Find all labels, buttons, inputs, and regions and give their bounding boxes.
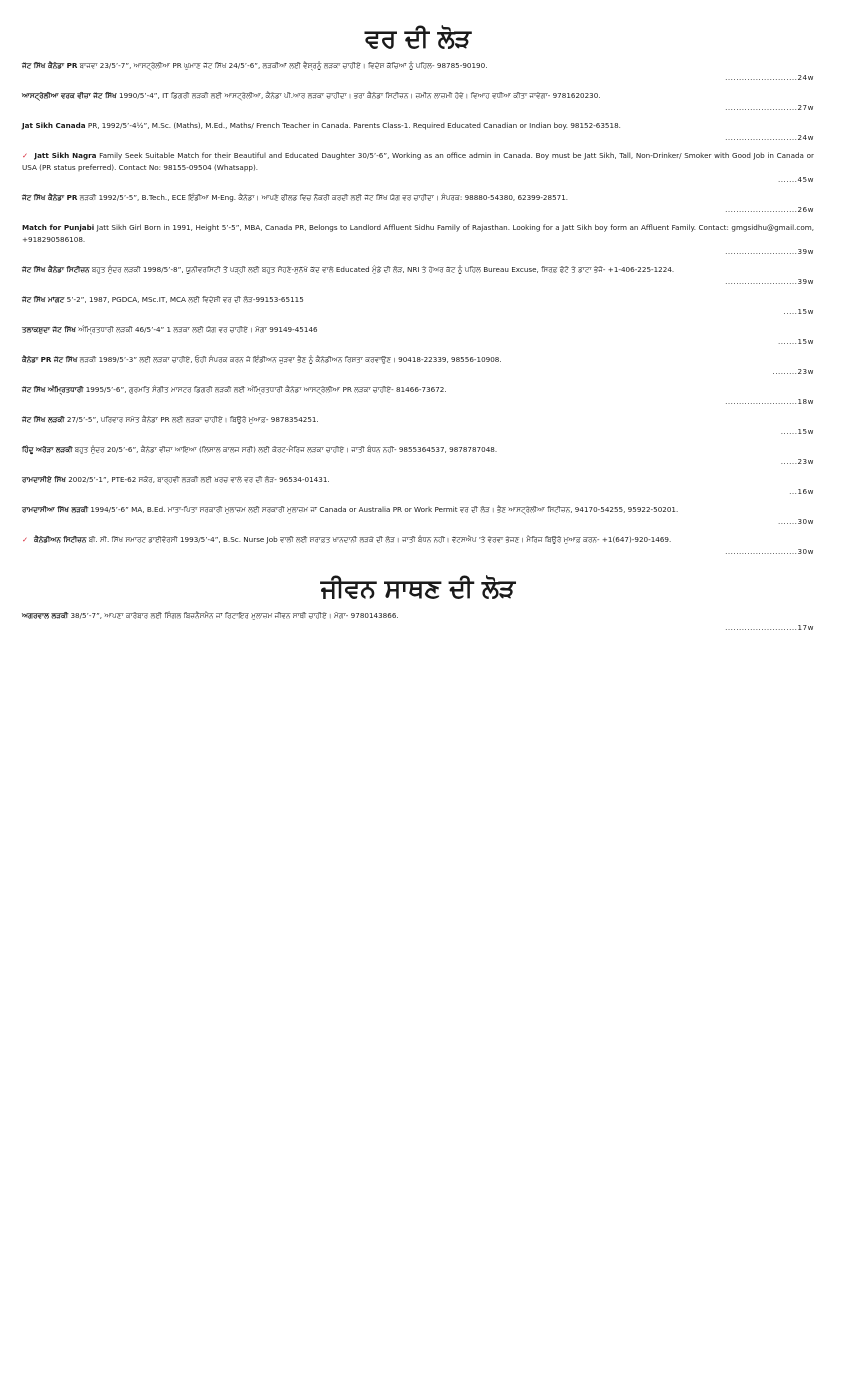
ad-heading: ਕੈਨੇਡੀਅਨ ਸਿਟੀਜ਼ਨ [34, 535, 87, 544]
ad-text: 5’-2”, 1987, PGDCA, MSc.IT, MCA ਲਈ ਵਿਦੇਸ਼ੀ ਵਰ ਦੀ ਲੋੜ-99153-65115 [64, 295, 304, 304]
ad-heading: ਆਸਟ੍ਰੇਲੀਆ ਵਰਕ ਵੀਜ਼ਾ ਜੱਟ ਸਿੱਖ [22, 91, 117, 100]
ad-text: ਬਹੁਤ ਸੁੰਦਰ ਲੜਕੀ 1998/5’-8”, ਯੂਨੀਵਰਸਿਟੀ ਤੋਂ ਪੜ੍ਹੀ ਲਈ ਬਹੁਤ ਸੋਹਣੇ-ਸੁਨੱਖੇ ਕੱਦ ਵਾਲੇ Educated ਮੁੰਡੇ ਦੀ ਲੋੜ, NRI ਤੇ ਹੇਅਰ ਕੱਟ ਨੂੰ ਪਹਿਲ Bureau Excuse, ਸਿਰਫ਼ ਫੋਟੋ ਤੇ ਡਾਟਾ ਭੇਜੋ- +1-406-225-1224. [89, 265, 675, 274]
ad-heading: ਹਿੰਦੂ ਅਰੋੜਾ ਲੜਕੀ [22, 445, 73, 454]
ad-text: Family Seek Suitable Match for their Beautiful and Educated Daughter 30/5’-6”, Working as an office admin in Canada. Boy must be Jatt Sikh, Tall, Non-Drinker/ Smoker with Good Job in Canada or USA (PR status preferred). Contact No: 98155-09504 (Whatsapp). [22, 151, 814, 172]
ad-text: PR, 1992/5’-4½”, M.Sc. (Maths), M.Ed., Maths/ French Teacher in Canada. Parents Class-1. Required Educated Canadian or Indian boy. 98152-63518. [85, 121, 621, 130]
ad-text: ਲੜਕੀ 1989/5’-3” ਲਈ ਲੜਕਾ ਚਾਹੀਏ, ਓਹੀ ਸੰਪਰਕ ਕਰਨ ਜੋ ਇੰਡੀਅਨ ਜੁੜਵਾ ਭੈਣ ਨੂੰ ਕੈਨੇਡੀਅਨ ਰਿਸ਼ਤਾ ਕਰਵਾਉਣ। 90418-22339, 98556-10908. [77, 355, 502, 364]
ad-text: 1994/5’-6” MA, B.Ed. ਮਾਤਾ-ਪਿਤਾ ਸਰਕਾਰੀ ਮੁਲਾਜ਼ਮ ਲਈ ਸਰਕਾਰੀ ਮੁਲਾਜ਼ਮ ਜਾਂ Canada or Australia PR or Work Permit ਵਰ ਦੀ ਲੋੜ। ਭੈਣ ਆਸਟ੍ਰੇਲੀਆ ਸਿਟੀਜ਼ਨ, 94170-54255, 95922-50201. [88, 505, 679, 514]
ad-heading: ਜੱਟ ਸਿੱਖ ਲੜਕੀ [22, 415, 65, 424]
ad-word-count: .......30w [777, 517, 814, 526]
classified-ad [22, 504, 814, 528]
section-title: ਜੀਵਨ ਸਾਥਣ ਦੀ ਲੋੜ [320, 574, 516, 603]
classified-ad [22, 60, 814, 84]
ad-word-count: .......15w [777, 337, 814, 346]
classified-ad [22, 474, 814, 498]
ad-heading: ਅਗਰਵਾਲ ਲੜਕੀ [22, 611, 69, 620]
ad-text: 1990/5’-4”, IT ਡਿਗਰੀ ਲੜਕੀ ਲਈ ਆਸਟ੍ਰੇਲੀਆ, ਕੈਨੇਡਾ ਪੀ.ਆਰ ਲੜਕਾ ਚਾਹੀਦਾ। ਭਰਾ ਕੈਨੇਡਾ ਸਿਟੀਜ਼ਨ। ਜ਼ਮੀਨ ਲਾਜ਼ਮੀ ਹੋਵੇ। ਵਿਆਹ ਵਧੀਆ ਕੀਤਾ ਜਾਵੇਗਾ- 9781620230. [116, 91, 601, 100]
ad-heading: ਜੱਟ ਸਿੱਖ ਕੈਨੇਡਾ ਸਿਟੀਜ਼ਨ [22, 265, 90, 274]
ad-text: 38/5’-7”, ਆਪਣਾ ਕਾਰੋਬਾਰ ਲਈ ਸਿੰਗਲ ਬਿਜ਼ਨੈਸਮੈਨ ਜਾਂ ਰਿਟਾਇਰ ਮੁਲਾਜ਼ਮ ਜੀਵਨ ਸਾਥੀ ਚਾਹੀਏ। ਮੋਗਾ- 9780143866. [68, 611, 399, 620]
ad-word-count: ..........................27w [725, 103, 814, 112]
ad-word-count: ......15w [780, 427, 814, 436]
ad-text: Jatt Sikh Girl Born in 1991, Height 5’-5”, MBA, Canada PR, Belongs to Landlord Affluent Sidhu Family of Rajasthan. Looking for a Jatt Sikh boy form an Affluent Family. Contact: gmgsidhu@gmail.com, +918290586108. [22, 223, 815, 244]
ad-word-count: ...16w [789, 487, 814, 496]
ad-heading: ਕੈਨੇਡਾ PR ਜੱਟ ਸਿੱਖ [22, 355, 78, 364]
ad-word-count: ..........................24w [725, 133, 814, 142]
ad-heading: ਜੱਟ ਸਿੱਖ ਕੈਨੇਡਾ PR [22, 193, 78, 202]
classified-ad [22, 90, 814, 114]
ad-word-count: ..........................26w [725, 205, 814, 214]
classified-ad [22, 534, 814, 558]
classified-ad [22, 192, 814, 216]
ad-heading: ਜੱਟ ਸਿੱਖ ਕੈਨੇਡਾ PR [22, 61, 78, 70]
classified-ad [22, 384, 814, 408]
ad-heading: ਜੱਟ ਸਿੱਖ ਮਾਂਗਟ [22, 295, 65, 304]
ad-text: 27/5’-5”, ਪਰਿਵਾਰ ਸਮੇਤ ਕੈਨੇਡਾ PR ਲਈ ਲੜਕਾ ਚਾਹੀਏ। ਬਿਊਰੋ ਮੁਆਫ਼- 9878354251. [64, 415, 319, 424]
classified-ad [22, 120, 814, 144]
ad-text: ਅੰਮ੍ਰਿਤਧਾਰੀ ਲੜਕੀ 46/5’-4” 1 ਲੜਕਾ ਲਈ ਯੋਗ ਵਰ ਚਾਹੀਏ। ਮੋਗਾ 99149-45146 [75, 325, 318, 334]
ad-word-count: ......23w [780, 457, 814, 466]
ad-heading: ਰਾਮਦਾਸੀਏ ਸਿੱਖ [22, 475, 66, 484]
ad-word-count: .......45w [777, 175, 814, 184]
classified-ad [22, 150, 814, 186]
ad-heading: Jat Sikh Canada [22, 121, 86, 130]
ad-heading: Jatt Sikh Nagra [34, 151, 97, 160]
classified-ad [22, 414, 814, 438]
ad-word-count: ..........................17w [725, 623, 814, 632]
ad-word-count: ..........................39w [725, 277, 814, 286]
classified-ad [22, 610, 814, 634]
classified-ad [22, 324, 814, 348]
ad-heading: ਜੱਟ ਸਿੱਖ ਅੰਮ੍ਰਿਤਧਾਰੀ [22, 385, 84, 394]
ad-text: ਬਾਜਵਾ 23/5’-7”, ਆਸਟ੍ਰੇਲੀਆ PR ਘੁਮਾਣ ਜੱਟ ਸਿੱਖ 24/5’-6”, ਲੜਕੀਆਂ ਲਈ ਵੈਸ਼੍ਰਨੂੰ ਲੜਕਾ ਚਾਹੀਏ। ਵਿਦੇਸ਼ ਕੱਚਿਆਂ ਨੂੰ ਪਹਿਲ- 98785-90190. [77, 61, 488, 70]
ad-word-count: .....15w [783, 307, 814, 316]
ad-text: 1995/5’-6”, ਗੁਰਮਤਿ ਸੰਗੀਤ ਮਾਸਟਰ ਡਿਗਰੀ ਲੜਕੀ ਲਈ ਅੰਮ੍ਰਿਤਧਾਰੀ ਕੈਨੇਡਾ ਆਸਟ੍ਰੇਲੀਆ PR ਲੜਕਾ ਚਾਹੀਏ- 81466-73672. [83, 385, 447, 394]
classified-ad [22, 222, 814, 258]
ad-heading: ਰਾਮਦਾਸੀਆ ਸਿੱਖ ਲੜਕੀ [22, 505, 89, 514]
classified-ad [22, 264, 814, 288]
ad-word-count: ..........................24w [725, 73, 814, 82]
ad-text: ਬਹੁਤ ਸੁੰਦਰ 20/5’-6”, ਕੈਨੇਡਾ ਵੀਜ਼ਾ ਆਇਆ (ਲਿਸਾਲ ਕਾਲਜ ਸਰੀ) ਲਈ ਕੋਰਟ-ਮੈਰਿਜ ਲੜਕਾ ਚਾਹੀਏ। ਜਾਤੀ ਬੰਧਨ ਨਹੀਂ- 9855364537, 9878787048. [72, 445, 498, 454]
ad-text: ਬੀ. ਸੀ. ਸਿੱਖ ਸਮਾਰਟ ਡਾਈਵੋਰਸੀ 1993/5’-4”, B.Sc. Nurse Job ਵਾਲੀ ਲਈ ਸ਼ਰਾਫ਼ਤ ਖਾਨਦਾਨੀ ਲੜਕੇ ਦੀ ਲੋੜ। ਜਾਤੀ ਬੰਧਨ ਨਹੀਂ। ਵੱਟਸਐਪ 'ਤੇ ਵੇਰਵਾ ਭੇਜਣ। ਮੈਰਿਜ ਬਿਊਰੋ ਮੁਆਫ਼ ਕਰਨ- +1(647)-920-1469. [86, 535, 672, 544]
ad-word-count: ..........................39w [725, 247, 814, 256]
ad-text: 2002/5’-1”, PTE-62 ਸਕੋਰ, ਬਾਰ੍ਹਵੀਂ ਲੜਕੀ ਲਈ ਖ਼ਰਚ ਵਾਲੇ ਵਰ ਦੀ ਲੋੜ- 96534-01431. [65, 475, 330, 484]
section-title: ਵਰ ਦੀ ਲੋੜ [365, 24, 471, 53]
check-mark-icon: ✓ [22, 535, 29, 544]
check-mark-icon: ✓ [22, 151, 29, 160]
classified-ad [22, 444, 814, 468]
ad-word-count: .........23w [772, 367, 814, 376]
classified-ad [22, 294, 814, 318]
ad-heading: ਤਲਾਕਸ਼ੁਦਾ ਜੱਟ ਸਿੱਖ [22, 325, 76, 334]
ad-text: ਲੜਕੀ 1992/5’-5”, B.Tech., ECE ਇੰਡੀਆ M-Eng. ਕੈਨੇਡਾ। ਆਪਣੇ ਫੀਲਡ ਵਿਚ ਨੌਕਰੀ ਕਰਦੀ ਲਈ ਜੱਟ ਸਿੱਖ ਯੋਗ ਵਰ ਚਾਹੀਦਾ। ਸੰਪਰਕ: 98880-54380, 62399-28571. [77, 193, 569, 202]
ad-word-count: ..........................30w [725, 547, 814, 556]
ad-word-count: ..........................18w [725, 397, 814, 406]
ad-heading: Match for Punjabi [22, 223, 95, 232]
classified-ad [22, 354, 814, 378]
